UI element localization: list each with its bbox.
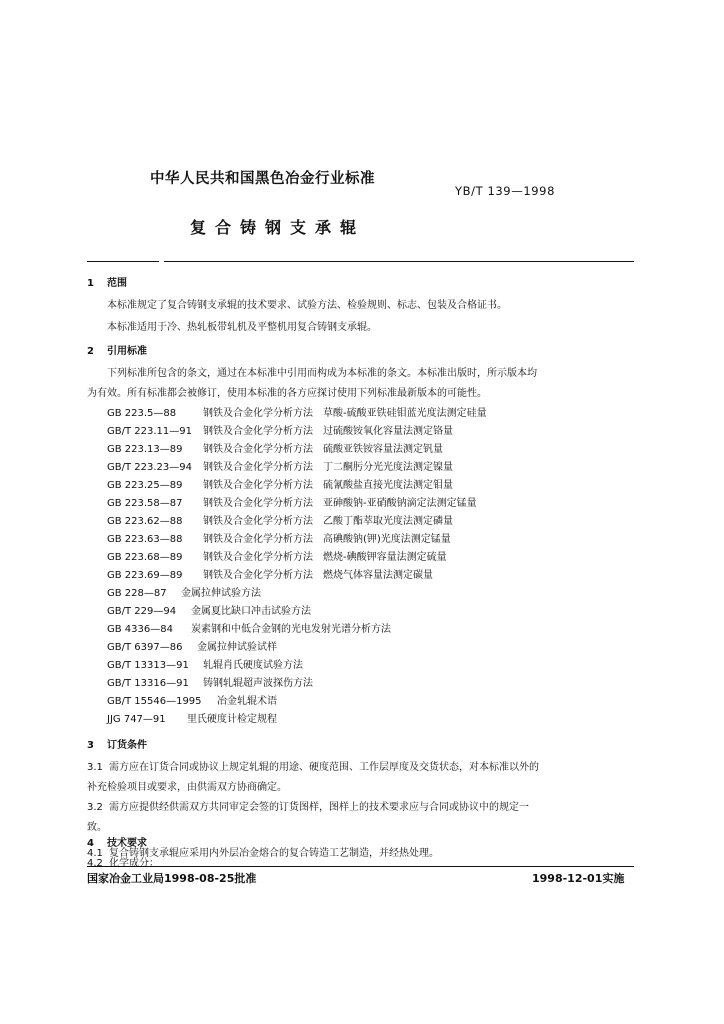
standard-number: YB/T 139—1998 [455,184,555,198]
section-1-heading [87,274,127,289]
reference-name: 炭素钢和中低合金钢的光电发射光谱分析方法 [191,624,391,635]
reference-code: GB/T 223.11—91 [107,426,192,437]
reference-code: GB 223.62—88 [107,516,183,527]
reference-item [107,404,487,419]
footer-rule [87,866,634,867]
clause-3-1-line-1 [87,758,539,773]
section-2-heading [87,342,147,357]
clause-3-2-line-1 [87,798,529,813]
reference-item [107,620,391,635]
reference-code: JJG 747—91 [107,714,166,725]
reference-name: 金属拉伸试验试样 [197,642,277,653]
section-number: 4 [87,838,94,849]
section-number: 3 [87,740,94,751]
reference-name: 金属夏比缺口冲击试验方法 [191,606,311,617]
reference-item [107,584,261,599]
reference-item [107,440,443,455]
section-title: 订货条件 [107,740,147,751]
clause-text: 需方应在订货合同或协议上规定轧辊的用途、硬度范围、工作层厚度及交货状态，对本标准以外的 [109,762,539,773]
scope-paragraph-2: 本标准适用于冷、热轧板带轧机及平整机用复合铸钢支承辊。 [107,322,377,333]
reference-code: GB/T 223.23—94 [107,462,192,473]
reference-item [107,656,303,671]
scope-paragraph-1: 本标准规定了复合铸钢支承辊的技术要求、试验方法、检验规则、标志、包装及合格证书。 [107,300,507,311]
reference-code: GB/T 15546—1995 [107,696,202,707]
reference-name: 铸钢轧辊超声波探伤方法 [203,678,313,689]
references-intro-line-1: 下列标准所包含的条文，通过在本标准中引用而构成为本标准的条文。本标准出版时，所示版本均 [107,368,537,379]
references-intro-line-2: 为有效。所有标准都会被修订，使用本标准的各方应探讨使用下列标准最新版本的可能性。 [87,388,487,399]
reference-item [107,476,453,491]
reference-name: 钢铁及合金化学分析方法 硫酸亚铁铵容量法测定钒量 [203,444,443,455]
reference-item [107,710,277,725]
reference-code: GB 223.68—89 [107,552,183,563]
reference-code: GB 223.13—89 [107,444,183,455]
reference-item [107,422,453,437]
reference-code: GB 223.5—88 [107,408,177,419]
reference-item [107,548,447,563]
header-rule-short [87,261,159,262]
effective-date: 1998-12-01实施 [532,872,625,885]
reference-name: 钢铁及合金化学分析方法 高碘酸钠(钾)光度法测定锰量 [203,534,451,545]
reference-item [107,638,277,653]
reference-name: 钢铁及合金化学分析方法 过硫酸铵氧化容量法测定铬量 [203,426,453,437]
section-title: 范围 [107,278,127,289]
clause-number: 3.2 [87,802,103,813]
reference-item [107,566,433,581]
reference-name: 钢铁及合金化学分析方法 乙酸丁酯萃取光度法测定磷量 [203,516,453,527]
reference-code: GB 228—87 [107,588,167,599]
section-number: 1 [87,278,94,289]
reference-name: 钢铁及合金化学分析方法 燃烧-碘酸钾容量法测定硫量 [203,552,447,563]
reference-code: GB 223.58—87 [107,498,183,509]
clause-3-2-line-2: 致。 [87,822,107,833]
section-title: 技术要求 [107,838,147,849]
reference-code: GB/T 13316—91 [107,678,189,689]
reference-item [107,530,451,545]
clause-text: 复合铸钢支承辊应采用内外层冶金熔合的复合铸造工艺制造，并经热处理。 [109,848,439,859]
reference-code: GB/T 6397—86 [107,642,183,653]
standard-category: 中华人民共和国黑色冶金行业标准 [150,171,375,187]
section-number: 2 [87,346,94,357]
clause-text: 化学成分： [109,858,159,869]
reference-name: 冶金轧辊术语 [217,696,277,707]
reference-item [107,602,311,617]
reference-code: GB 223.69—89 [107,570,183,581]
clause-number: 4.1 [87,848,103,859]
clause-number: 3.1 [87,762,103,773]
reference-name: 里氏硬度计检定规程 [187,714,277,725]
document-title: 复合铸钢支承辊 [190,218,366,237]
clause-text: 需方应提供经供需双方共同审定会签的订货图样，图样上的技术要求应与合同或协议中的规定一 [109,802,529,813]
reference-name: 轧辊肖氏硬度试验方法 [203,660,303,671]
reference-item [107,494,477,509]
reference-item [107,692,277,707]
reference-code: GB 223.63—88 [107,534,183,545]
reference-code: GB 4336—84 [107,624,173,635]
reference-code: GB/T 13313—91 [107,660,189,671]
section-3-heading [87,736,147,751]
reference-item [107,674,313,689]
approval-info: 国家冶金工业局1998-08-25批准 [87,872,257,885]
reference-name: 金属拉伸试验方法 [181,588,261,599]
clause-number: 4.2 [87,858,103,869]
reference-name: 钢铁及合金化学分析方法 燃烧气体容量法测定碳量 [203,570,433,581]
reference-item [107,512,453,527]
header-rule-long [164,261,634,262]
reference-name: 钢铁及合金化学分析方法 亚砷酸钠-亚硝酸钠滴定法测定锰量 [203,498,477,509]
section-title: 引用标准 [107,346,147,357]
reference-name: 钢铁及合金化学分析方法 丁二酮肟分光光度法测定镍量 [203,462,453,473]
reference-code: GB 223.25—89 [107,480,183,491]
reference-name: 钢铁及合金化学分析方法 硫氰酸盐直接光度法测定钼量 [203,480,453,491]
reference-name: 钢铁及合金化学分析方法 草酸-硫酸亚铁硅钼蓝光度法测定硅量 [203,408,487,419]
reference-item [107,458,453,473]
reference-code: GB/T 229—94 [107,606,177,617]
clause-3-1-line-2: 补充检验项目或要求，由供需双方协商确定。 [87,782,287,793]
